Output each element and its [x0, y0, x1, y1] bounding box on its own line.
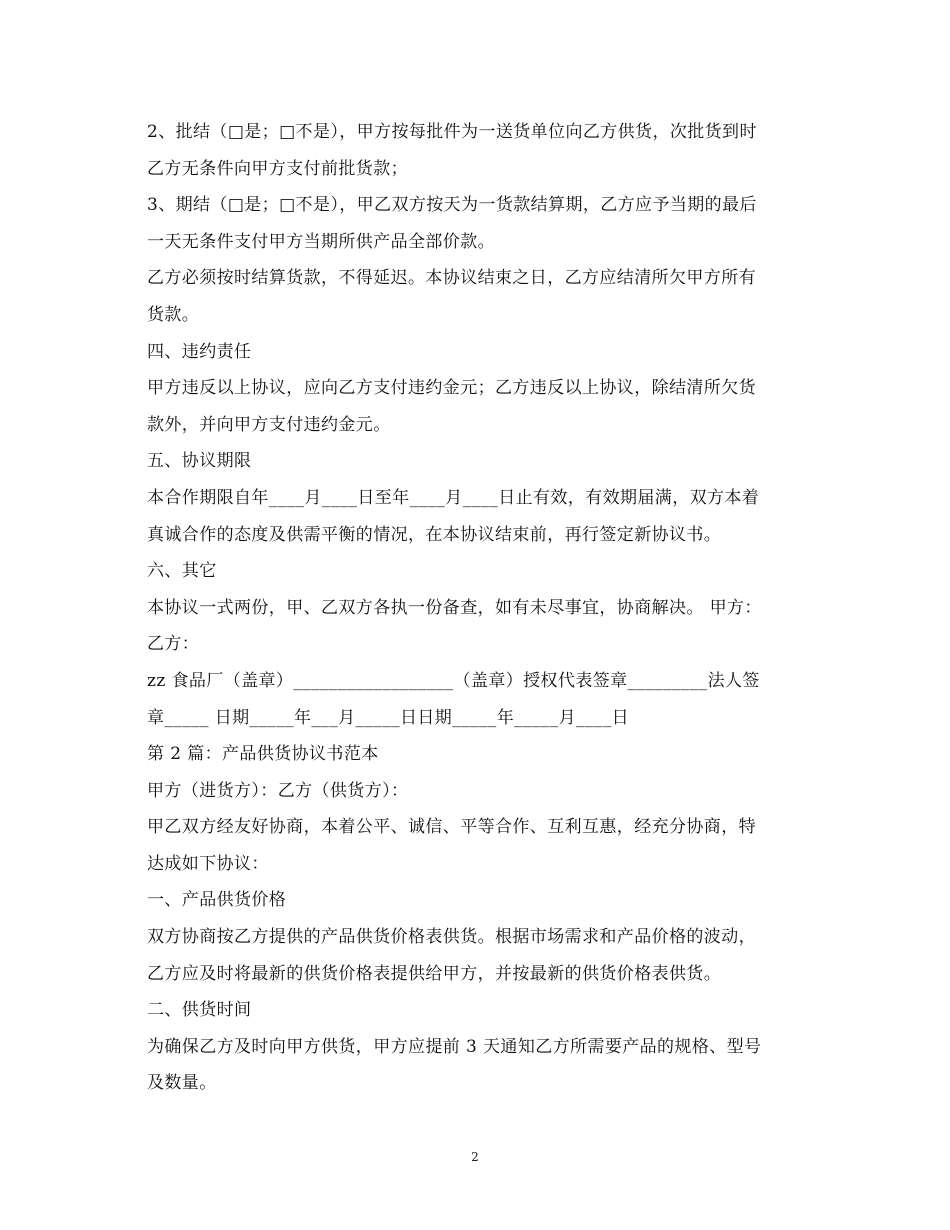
- article-title: 第 2 篇：产品供货协议书范本: [147, 744, 379, 765]
- section-heading: 五、协议期限: [147, 451, 252, 472]
- text-line: 乙方必须按时结算货款，不得延迟。本协议结束之日，乙方应结清所欠甲方所有: [147, 268, 756, 289]
- section-heading: 二、供货时间: [147, 1000, 252, 1021]
- text-line: 甲方（进货方）：乙方（供货方）：: [147, 780, 409, 801]
- signature-line: 章_____ 日期_____年___月_____日日期_____年_____月____日: [147, 707, 630, 728]
- text-line: 乙方无条件向甲方支付前批货款；: [147, 158, 408, 179]
- text-line: 乙方应及时将最新的供货价格表提供给甲方，并按最新的供货价格表供货。: [147, 963, 722, 984]
- text-line: 及数量。: [147, 1073, 217, 1094]
- text-line: 甲乙双方经友好协商，本着公平、诚信、平等合作、互利互惠，经充分协商，特: [147, 817, 756, 838]
- text-line: 为确保乙方及时向甲方供货，甲方应提前 3 天通知乙方所需要产品的规格、型号: [147, 1036, 762, 1057]
- text-line: 2、批结（□是；□不是），甲方按每批件为一送货单位向乙方供货，次批货到时: [147, 122, 757, 142]
- text-line: 3、期结（□是；□不是），甲乙双方按天为一货款结算期，乙方应予当期的最后: [147, 195, 757, 216]
- document-body: [147, 114, 807, 1102]
- section-heading: 四、违约责任: [147, 341, 252, 362]
- text-line: 本协议一式两份，甲、乙双方各执一份备查，如有未尽事宜，协商解决。 甲方：: [147, 597, 762, 618]
- text-line: 货款。: [147, 304, 200, 325]
- text-line: 款外，并向甲方支付违约金元。: [147, 414, 391, 435]
- text-line: 真诚合作的态度及供需平衡的情况，在本协议结束前，再行签定新协议书。: [147, 524, 722, 545]
- section-heading: 六、其它: [147, 561, 217, 582]
- section-heading: 一、产品供货价格: [147, 890, 287, 911]
- signature-line: zz 食品厂（盖章）__________________（盖章）授权代表签章_________法人签: [147, 670, 760, 691]
- text-line: 甲方违反以上协议，应向乙方支付违约金元；乙方违反以上协议，除结清所欠货: [147, 378, 756, 399]
- text-line: 本合作期限自年____月____日至年____月____日止有效，有效期届满，双方本着: [147, 487, 760, 508]
- text-line: 一天无条件支付甲方当期所供产品全部价款。: [147, 231, 495, 252]
- text-line: 达成如下协议：: [147, 853, 269, 874]
- text-line: 乙方：: [147, 634, 200, 655]
- page-number: 2: [471, 1150, 479, 1164]
- text-line: 双方协商按乙方提供的产品供货价格表供货。根据市场需求和产品价格的波动，: [147, 927, 756, 948]
